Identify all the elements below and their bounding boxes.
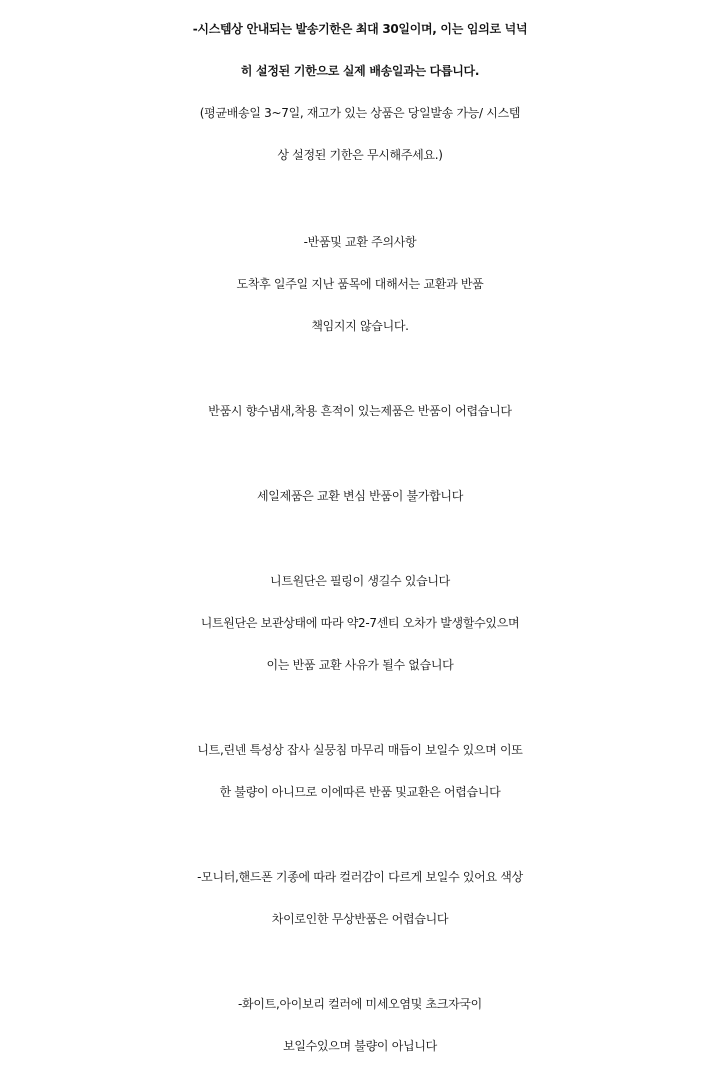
knit-size-variance-line-1: 니트원단은 보관상태에 따라 약2-7센티 오차가 발생할수있으며 bbox=[200, 616, 520, 630]
average-shipping-line-1: (평균배송일 3~7일, 재고가 있는 상품은 당일발송 가능/ 시스템 bbox=[199, 106, 521, 120]
sale-item-policy: 세일제품은 교환 변심 반품이 불가합니다 bbox=[256, 489, 464, 503]
perfume-worn-policy: 반품시 향수냄새,착용 흔적이 있는제품은 반품이 어렵습니다 bbox=[208, 404, 512, 418]
knit-size-variance-line-2: 이는 반품 교환 사유가 될수 없습니다 bbox=[266, 658, 454, 672]
shipping-deadline-line-2: 히 설정된 기한으로 실제 배송일과는 다릅니다. bbox=[240, 64, 480, 78]
monitor-color-line-1: -모니터,핸드폰 기종에 따라 컬러감이 다르게 보일수 있어요 색상 bbox=[197, 870, 523, 884]
knit-linen-knots-line-1: 니트,린넨 특성상 잡사 실뭉침 마무리 매듭이 보일수 있으며 이또 bbox=[197, 743, 523, 757]
one-week-policy-line-2: 책임지지 않습니다. bbox=[311, 319, 409, 333]
one-week-policy-line-1: 도착후 일주일 지난 품목에 대해서는 교환과 반품 bbox=[236, 277, 484, 291]
return-exchange-heading: -반품및 교환 주의사항 bbox=[303, 235, 417, 249]
monitor-color-line-2: 차이로인한 무상반품은 어렵습니다 bbox=[271, 912, 449, 926]
knit-linen-knots-line-2: 한 불량이 아니므로 이에따른 반품 및교환은 어렵습니다 bbox=[219, 785, 501, 799]
average-shipping-line-2: 상 설정된 기한은 무시해주세요.) bbox=[277, 148, 443, 162]
white-ivory-stain-line-1: -화이트,아이보리 컬러에 미세오염및 초크자국이 bbox=[238, 997, 482, 1011]
knit-pilling-note: 니트원단은 필링이 생길수 있습니다 bbox=[270, 574, 450, 588]
shipping-deadline-line-1: -시스템상 안내되는 발송기한은 최대 30일이며, 이는 임의로 넉넉 bbox=[192, 22, 528, 36]
white-ivory-stain-line-2: 보일수있으며 불량이 아닙니다 bbox=[283, 1039, 437, 1053]
